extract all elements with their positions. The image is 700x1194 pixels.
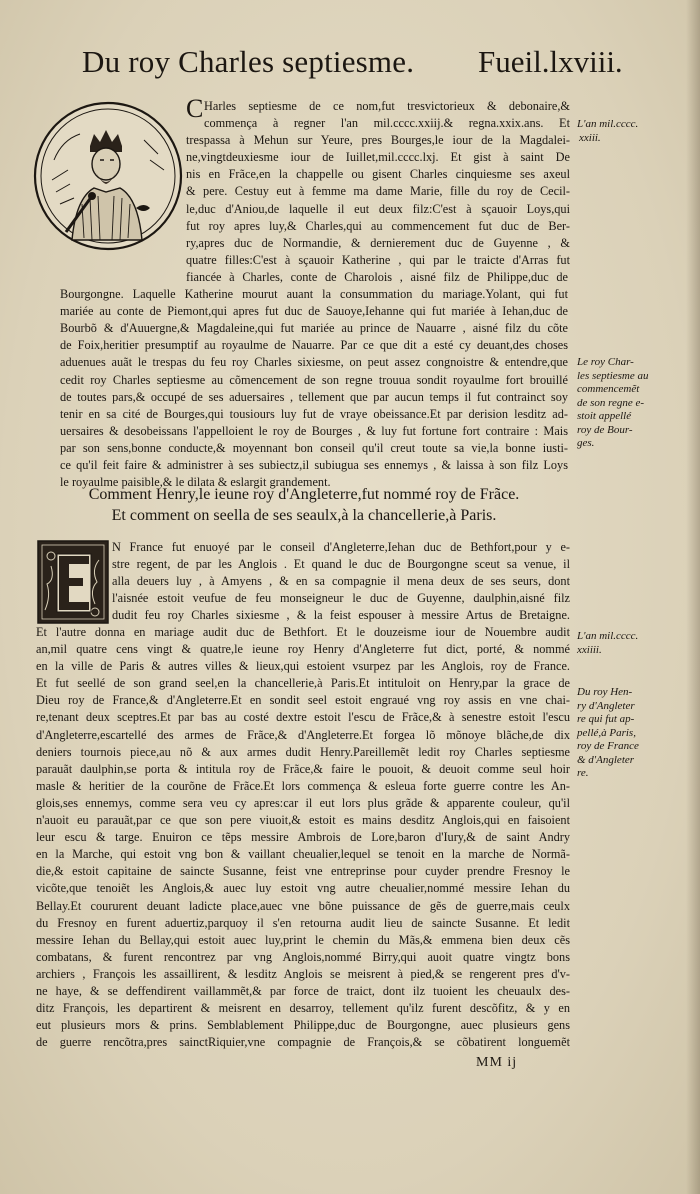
text-line: tenir en sa cité de Bourges,qui tousiours luy fut de vraye obeissance.Et par derision lesditz ad- [60,406,568,421]
text-line: re,tenant deux sceptres.Et par bas au costé dextre estoit l'escu de Frãce,& à senestre estoit l'escu [36,710,570,725]
drop-cap-letter: C [186,94,204,123]
text-line: cedit roy Charles septiesme au cõmencement de son regne trouua sondit royaulme fort brouillé [60,372,568,387]
text-line: quatre filles:C'est à sçauoir Katherine , qui par le traicte d'Arras fut [186,252,570,267]
text-line: de toutes pars,& occupé de ses aduersaires , tellement que par aucun temps il fut contrainct soy [60,389,568,404]
margin-note-line: xxiiii. [577,643,602,656]
chapter-text-full-width [60,269,568,491]
chapter-heading-line-1: Comment Henry,le ieune roy d'Angleterre,fut nommé roy de Frãce. [88,486,520,503]
margin-note-line: re. [577,767,589,779]
margin-note-line: xxiii. [579,131,601,144]
text-line: ne haye, & se deffendirent vaillammẽt,& par force de traict, dont ilz tuoient les cheuaulx des- [36,983,570,998]
margin-note-line: re qui fut ap- [577,713,635,725]
text-line: deniers tournois piece,au nõ & aux armes dudit Henry.Pareillemẽt ledit roy Charles septiesme [36,744,570,759]
margin-note-line: roy de France [577,740,639,752]
margin-note-line: & d'Angleter [577,753,635,766]
text-line: archiers , François les assaillirent, & lesditz Anglois se meisrent à pied,& se rengerent pres d'v- [36,966,570,981]
text-line: combatans, & furent rencontrez par vng Anglois,nommé Birry,qui auoit quatre vingtz bons [36,949,570,964]
margin-note-line: les septiesme au [577,369,649,382]
text-line: ditz François, les departirent & meisrent en desarroy, tellement qu'ilz furent descõfitz, & y en [36,1001,570,1016]
margin-note-line: ges. [577,437,595,449]
text-line: leur escu & targe. Enuiron ce tẽps messire Ambrois de Lore,baron d'Iury,& de saint Andry [36,830,570,845]
text-line: en la ville de Paris & autres villes & lieux,qui estoient vsurpez par les Anglois, roy de France. [36,659,570,674]
margin-note-date [577,630,638,657]
text-line: ce qu'il feit faire & administrer à ses subiectz,il subiugua ses ennemys , & laissa à son filz Loys [60,458,568,473]
text-line: die,& estoit capitaine de saincte Susanne, feist vne entreprinse pour cuyder prendre Fresnoy le [36,864,570,879]
text-line: Bellay.Et coururent deuant ladicte place,auec vne bõne puissance de gẽs de guerre,mais ceulx [36,898,570,913]
text-line: fut roy apres luy,& Charles,qui au commencement fut duc de Ber- [186,218,570,233]
text-line: le royaulme paisible,& le dilata & eslargit grandement. [60,475,331,490]
text-line: Bourbõ & d'Auuergne,& Magdaleine,qui fut mariée au prince de Nauarre , aisné filz du cõte [60,321,568,336]
text-line: d'Angleterre,escartellé des armes de Frãce,& d'Angleterre.Et forgea lõ mõnoye blãche,de dix [36,727,570,742]
text-line: messire Iehan du Bellay,qui estoit auec luy,print le chemin du Mãs,& emmena bien deux cẽs [36,932,570,947]
text-line: Et l'autre donna en mariage audit duc de Bethfort. Et le douzeisme iour de Nouembre audit [36,625,570,639]
text-line: stre regent, de par les Anglois . Et quand le duc de Bourgongne sceut sa venue, il [112,557,570,572]
margin-note-line: stoit appellé [577,410,632,422]
text-line: par son sens,bonne conducte,& moyennant bon conseil qu'il creut toute sa vie,la bonne iusti- [60,440,568,455]
text-line: Bourgongne. Laquelle Katherine mourut auant la consummation du mariage.Yolant, qui fut [60,287,568,302]
king-portrait-woodcut-icon [32,100,184,252]
signature-mark: MM ij [476,1055,518,1070]
text-line: masle & heritier de la courõne de Frãce.Et lors commença & esleua forte guerre contre les An- [36,778,570,793]
margin-note-line: pellé,à Paris, [577,726,636,739]
margin-note-line: de son regne e- [577,396,645,409]
margin-note-date [577,118,638,145]
chapter-text-beside-portrait [186,94,570,269]
text-line: & pere. Cestuy eut à femme ma dame Marie, fille du roy de Cecil- [186,184,570,199]
text-line: an,mil quatre cens vingt & quatre,le ieune roy Henry d'Angleterre fut dict, porté, & nommé [36,642,570,657]
text-line: alla deuers luy , à Amyens , & en sa compagnie il mena deux de ses seurs, dont [112,574,570,589]
text-line: commença à regner l'an mil.cccc.xxiij.& regna.xxix.ans. Et [204,116,570,131]
text-line: eut plusieurs mors & prins. Semblablement Philippe,duc de Bourgongne, auec plusieurs gens [36,1018,570,1033]
text-line: aduenues auãt le trespas du feu roy Charles sixiesme, on peut assez congnoistre & entendre,que [60,355,568,370]
text-line: Harles septiesme de ce nom,fut tresvictorieux & debonaire,& [204,99,570,113]
margin-note-line: commencemẽt [577,383,640,395]
text-line: n'auoit eu parauãt,par ce que son pere viuoit,& estoit es mains desditz Anglois,qui en faisoient [36,813,570,828]
text-line: glois,ses ennemys, comme sera veu cy apres:car il eut lors plus grãde & apparente couleur, qu'il [36,795,570,810]
margin-note-line: ry d'Angleter [577,699,635,712]
margin-note-line: L'an mil.cccc. [577,118,639,130]
chapter-heading-line-2: Et comment on seella de ses seaulx,à la chancellerie,à Paris. [111,507,497,524]
text-line: l'aisnée estoit veufue de feu monseigneur le duc de Guyenne, daulphin,aisné filz [112,591,570,606]
text-line: uersaires & desobeissans l'appelloient le roy de Bourges , & luy fut fortune fort contraire : Mais [60,423,568,438]
text-line: parauãt daulphin,se porta & intitula roy de Frãce,& faire le pouoit, & deuoit comme seul hoir [36,761,570,776]
text-line: le,duc d'Aniou,de laquelle il eut deux filz:C'est à sçauoir Loys,qui [186,201,570,216]
margin-note-line: roy de Bour- [577,423,633,436]
text-line: dudit feu roy Charles sixiesme , & la feist espouser à messire Artus de Bretaigne. [112,608,570,623]
text-line: fiancée à Charles, conte de Charolois , aisné filz de Philippe,duc de [186,270,568,284]
text-line: Et fut seellé de son grand seel,en la chancellerie,à Paris.Et intituloit on Henry,par la grace de [36,676,570,691]
page-edge-shadow [686,0,700,1194]
text-line: de guerre rencõtra,pres sainctRiquier,vne compagnie de François,& se cõbatirent longuemẽt [36,1035,570,1050]
decorated-initial-e-icon [37,540,109,624]
text-line: N France fut enuoyé par le conseil d'Angleterre,Iehan duc de Bethfort,pour y e- [112,540,570,554]
text-line: nis en Frãce,en la chappelle ou gisent Charles cinquiesme ses axeul [186,167,570,182]
margin-note-henry-roy-de-france [577,686,639,781]
margin-note-roy-de-bourges [577,356,648,451]
folio-number: Fueil.lxviii. [478,44,623,79]
running-title: Du roy Charles septiesme. [82,44,415,79]
margin-note-line: Du roy Hen- [577,686,633,698]
margin-note-line: Le roy Char- [577,356,634,368]
text-line: Dieu roy de France,& d'Angleterre.Et en sondit seel estoit engraué vng roy assis en vne chai- [36,693,570,708]
text-line: trespassa à Mehun sur Yeure, pres Bourges,le iour de la Magdalei- [186,133,570,148]
text-line: mariée au conte de Piemont,qui apres fut duc de Sauoye,Iehanne qui fut mariée à Iehan,duc de [60,304,568,319]
text-line: du Fresnoy en furent aduertiz,parquoy il s'en retourna audit lieu de saincte Susanne. Et ledit [36,915,570,930]
text-line: vicõte,que tenoiẽt les Anglois,& auec luy estoit vng autre cheualier,nommé messire Iehan du [36,881,570,896]
text-line: ne,vingtdeuxiesme iour de Iuillet,mil.cccc.lxj. Et gist à saint De [186,150,570,165]
chapter-text-full-width [36,624,570,1051]
text-line: en la Marche, qui estoit vng bon & vaillant cheualier,lequel se tenoit en la marche de Normã- [36,847,570,862]
margin-note-line: L'an mil.cccc. [577,630,639,642]
chapter-text-beside-initial [112,539,570,624]
text-line: ry,apres duc de Normandie, & dernierement duc de Guyenne , & [186,235,570,250]
text-line: de Foix,heritier presumptif au royaulme de Nauarre. Par ce que dit a esté cy deuant,des choses [60,338,568,353]
